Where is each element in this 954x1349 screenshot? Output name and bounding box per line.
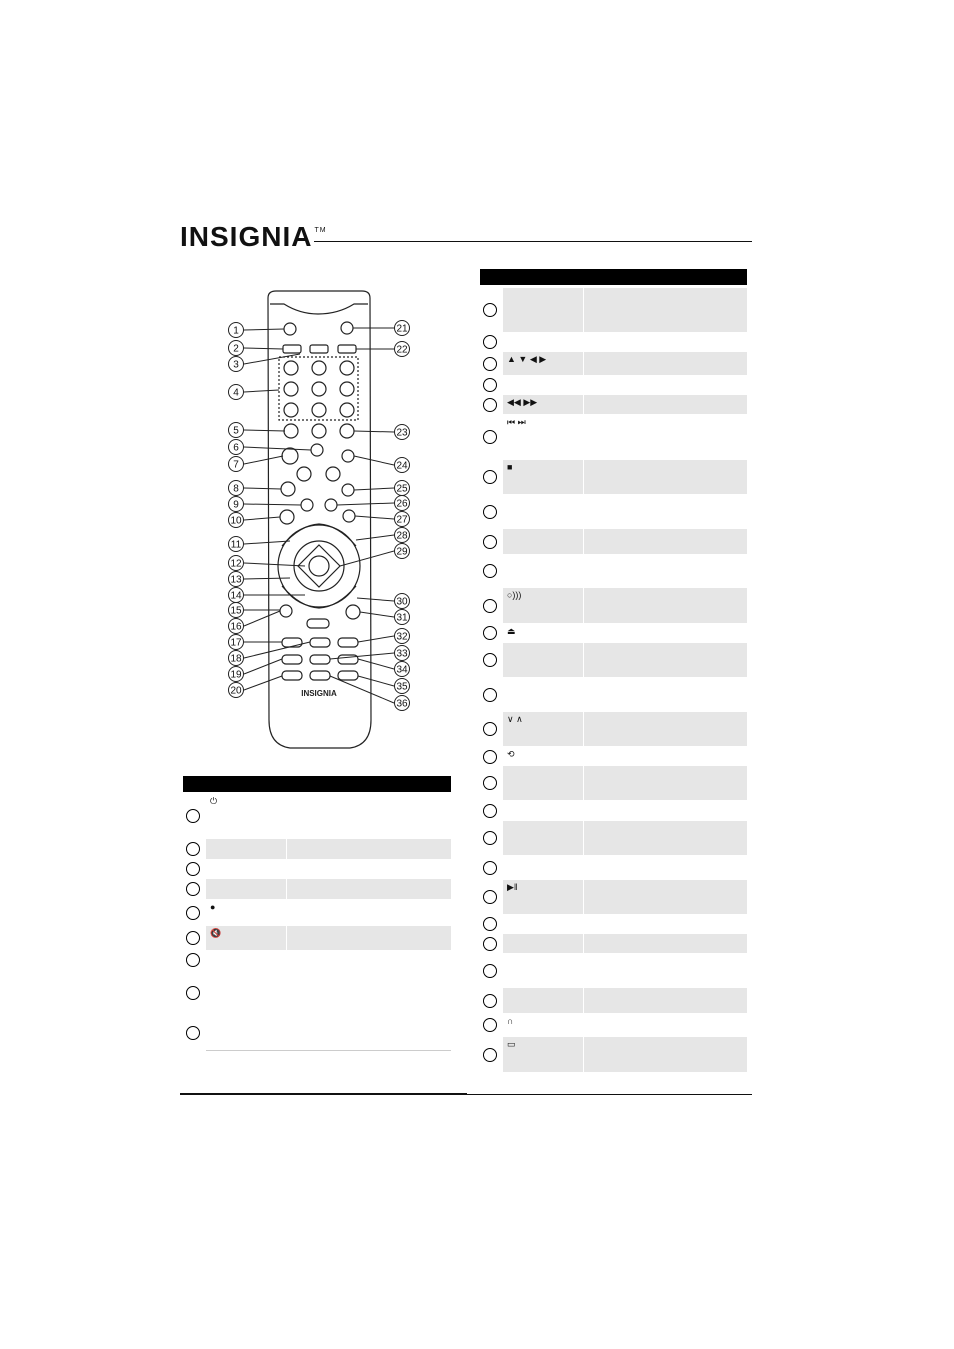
stop-icon: ■ [507,462,513,472]
callout-leader [354,488,394,490]
table-row [183,951,451,969]
table-row [480,880,747,914]
callout-leader [244,611,280,626]
callout-leader [357,598,394,601]
footer-rule-thick [180,1093,467,1095]
callout-leader [244,456,283,464]
column-separator [583,588,584,623]
nav-arc-bottom [282,586,356,608]
column-separator [583,460,584,494]
row-number-circle [483,688,497,702]
button-row-top-1 [283,345,301,353]
column-separator [583,1037,584,1072]
callout-number: 7 [233,459,239,471]
table-header [480,269,747,285]
callout-leader [358,636,394,642]
table-row [480,915,747,933]
row-shading [206,926,451,950]
callout-number: 14 [230,590,242,602]
table-row [480,415,747,459]
callout-number: 30 [396,596,408,608]
button-17 [282,638,302,647]
row-shading [206,879,451,899]
row-shading [503,588,747,623]
audio-icon: ○))) [507,590,522,600]
row-number-circle [483,357,497,371]
callout-number: 9 [233,499,239,511]
button-7 [282,448,298,464]
callout-number: 17 [230,637,242,649]
table-row [480,1014,747,1036]
callout-leader [337,503,394,505]
row-number-circle [483,335,497,349]
table-row [480,954,747,987]
row-number-circle [483,564,497,578]
callout-leader [244,488,281,489]
row-number-circle [483,861,497,875]
column-separator [583,352,584,375]
table-row [480,495,747,528]
column-separator [583,288,584,332]
volume-minus-button [297,467,311,481]
table-row [480,856,747,880]
logo-text: INSIGNIA [180,221,313,252]
column-separator [583,934,584,953]
insignia-logo [180,221,327,253]
callout-leader [244,541,290,544]
callout-number: 20 [230,685,242,697]
row-number-circle [483,890,497,904]
button-8 [281,482,295,496]
column-separator [583,821,584,855]
row-shading [503,712,747,746]
row-number-circle [483,470,497,484]
row-shading [206,839,451,859]
table-row [480,555,747,587]
callout-leader [360,612,394,617]
row-shading [503,460,747,494]
table-row [480,588,747,623]
column-separator [583,643,584,677]
callout-leader [244,563,305,566]
row-number-circle [186,953,200,967]
row-number-circle [483,626,497,640]
callout-number: 12 [230,558,242,570]
callout-number: 24 [396,460,408,472]
mute-icon: 🔇 [210,928,222,938]
row-number-circle [483,505,497,519]
table-row [480,643,747,677]
table-row [480,376,747,394]
table-row [480,988,747,1013]
remote-key-table-left [183,776,451,1052]
column-separator [583,766,584,800]
callout-leader [244,517,280,520]
callout-number: 27 [396,514,408,526]
column-separator [286,839,287,859]
column-separator [286,926,287,950]
callout-number: 31 [396,612,408,624]
row-number-circle [483,398,497,412]
row-number-circle [483,303,497,317]
row-shading [503,529,747,554]
power-icon: ⏻ [210,796,218,806]
table-bottom-rule [206,1050,451,1051]
return-button [342,484,354,496]
channel-down-button [326,467,340,481]
callout-number: 5 [233,425,239,437]
row-number-circle [186,842,200,856]
callout-number: 35 [396,681,408,693]
button-10 [280,510,294,524]
play-pause-icon: ▶‖ [507,882,518,892]
row-number-circle [483,653,497,667]
row-number-circle [483,535,497,549]
subtitle-button [310,671,330,680]
row-shading [503,988,747,1013]
row-number-circle [186,882,200,896]
callout-number: 6 [233,442,239,454]
table-row [183,970,451,1015]
skip-prev-next-icon: ⏮ ⏭ [507,417,526,427]
callout-number: 34 [396,664,408,676]
button-row-top-3 [338,345,356,353]
footer-rule-thin [467,1094,752,1095]
button-26 [325,499,337,511]
callout-leader [340,551,394,566]
row-shading [503,1037,747,1072]
callout-number: 18 [230,653,242,665]
remote-brand-text: INSIGNIA [301,689,337,698]
callout-leader [244,430,285,431]
callout-leader [354,456,394,465]
table-row [480,712,747,746]
callout-number: 36 [396,698,408,710]
record-dot-icon: ● [210,902,216,912]
callout-number: 23 [396,427,408,439]
row-shading [503,880,747,914]
callout-leader [244,578,290,579]
table-row [480,624,747,642]
column-separator [583,529,584,554]
button-18 [310,638,330,647]
row-shading [503,395,747,414]
row-shading [503,934,747,953]
callout-leader [244,659,282,674]
table-row [480,747,747,766]
callout-leader [244,504,301,505]
remote-key-table-right [480,269,747,1072]
power-button [284,323,296,335]
column-separator [583,880,584,914]
callout-leader [358,659,394,669]
callout-number: 33 [396,648,408,660]
callout-leader [356,535,394,540]
headphone-icon: ∩ [507,1016,514,1026]
button-20 [282,671,302,680]
callout-number: 1 [233,325,239,337]
callout-leader [330,676,394,703]
subtitle-icon: ▭ [507,1039,516,1049]
row-shading [503,766,747,800]
row-number-circle [483,430,497,444]
row-number-circle [483,722,497,736]
column-separator [583,988,584,1013]
row-number-circle [483,937,497,951]
mute-button [311,444,323,456]
row-number-circle [186,1026,200,1040]
number-pad-dotted-frame [279,357,358,420]
row-number-circle [186,809,200,823]
callout-leader [244,447,311,450]
channel-up-button [342,450,354,462]
button-31 [346,605,360,619]
row-number-circle [186,931,200,945]
callout-number: 21 [396,323,408,335]
button-35 [338,671,358,680]
row-number-circle [186,906,200,920]
callout-leader [244,329,284,330]
row-number-circle [483,1018,497,1032]
row-shading [503,288,747,332]
table-row [480,352,747,375]
table-row [480,460,747,494]
record-button [280,605,292,617]
button-9 [301,499,313,511]
button-33 [310,655,330,664]
callout-leader [244,354,300,364]
row-number-circle [186,986,200,1000]
table-row [480,288,747,332]
callouts-left [229,323,312,698]
eject-button [341,322,353,334]
row-number-circle [483,599,497,613]
row-number-circle [483,964,497,978]
table-row [480,821,747,855]
row-number-circle [483,804,497,818]
callout-number: 25 [396,483,408,495]
table-row [480,1037,747,1072]
table-row [183,900,451,925]
row-number-circle [483,776,497,790]
button-row-top-2 [310,345,328,353]
callout-leader [355,516,394,519]
row-shading [503,821,747,855]
table-row [183,794,451,838]
channel-up-down-icon: ∨ ∧ [507,714,523,724]
callout-number: 16 [230,621,242,633]
table-row [480,529,747,554]
column-separator [583,395,584,414]
header-rule [314,241,752,242]
table-row [183,879,451,899]
callout-number: 10 [230,515,242,527]
button-19 [282,655,302,664]
callout-number: 22 [396,344,408,356]
remote-control-diagram [176,285,446,765]
table-row [183,1016,451,1050]
table-row [183,860,451,878]
nav-arc-top [282,524,356,546]
rewind-fastforward-icon: ◀◀ ▶▶ [507,397,538,407]
row-number-circle [483,750,497,764]
callout-leader [358,676,394,686]
table-row [183,839,451,859]
remote-top-bevel [270,304,368,314]
callout-number: 11 [230,539,242,551]
enter-button [309,556,329,576]
table-row [480,801,747,820]
callout-number: 29 [396,546,408,558]
callout-number: 28 [396,530,408,542]
callout-leader [244,348,283,349]
button-32 [338,638,358,647]
table-row [480,395,747,414]
callout-leader [244,676,282,690]
row-shading [503,643,747,677]
table-row [480,934,747,953]
logo-trademark: TM [314,227,327,234]
callout-leader [354,431,394,432]
number-pad [284,361,354,438]
row-number-circle [186,862,200,876]
callout-number: 32 [396,631,408,643]
callout-number: 15 [230,605,242,617]
table-row [183,926,451,950]
callout-number: 8 [233,483,239,495]
callout-number: 3 [233,359,239,371]
return-icon: ⟲ [507,749,515,759]
callout-number: 26 [396,498,408,510]
row-number-circle [483,378,497,392]
callout-number: 2 [233,343,239,355]
callout-number: 19 [230,669,242,681]
callout-leader [244,390,279,392]
table-header [183,776,451,792]
column-separator [286,879,287,899]
row-number-circle [483,994,497,1008]
callout-number: 13 [230,574,242,586]
row-number-circle [483,831,497,845]
callout-number: 4 [233,387,239,399]
column-separator [583,712,584,746]
button-27 [343,510,355,522]
table-row [480,333,747,351]
play-pause-button [307,619,329,628]
row-number-circle [483,917,497,931]
table-row [480,678,747,711]
row-number-circle [483,1048,497,1062]
table-row [480,766,747,800]
arrow-keys-icon: ▲ ▼ ◀ ▶ [507,354,547,364]
eject-icon: ⏏ [507,626,516,636]
